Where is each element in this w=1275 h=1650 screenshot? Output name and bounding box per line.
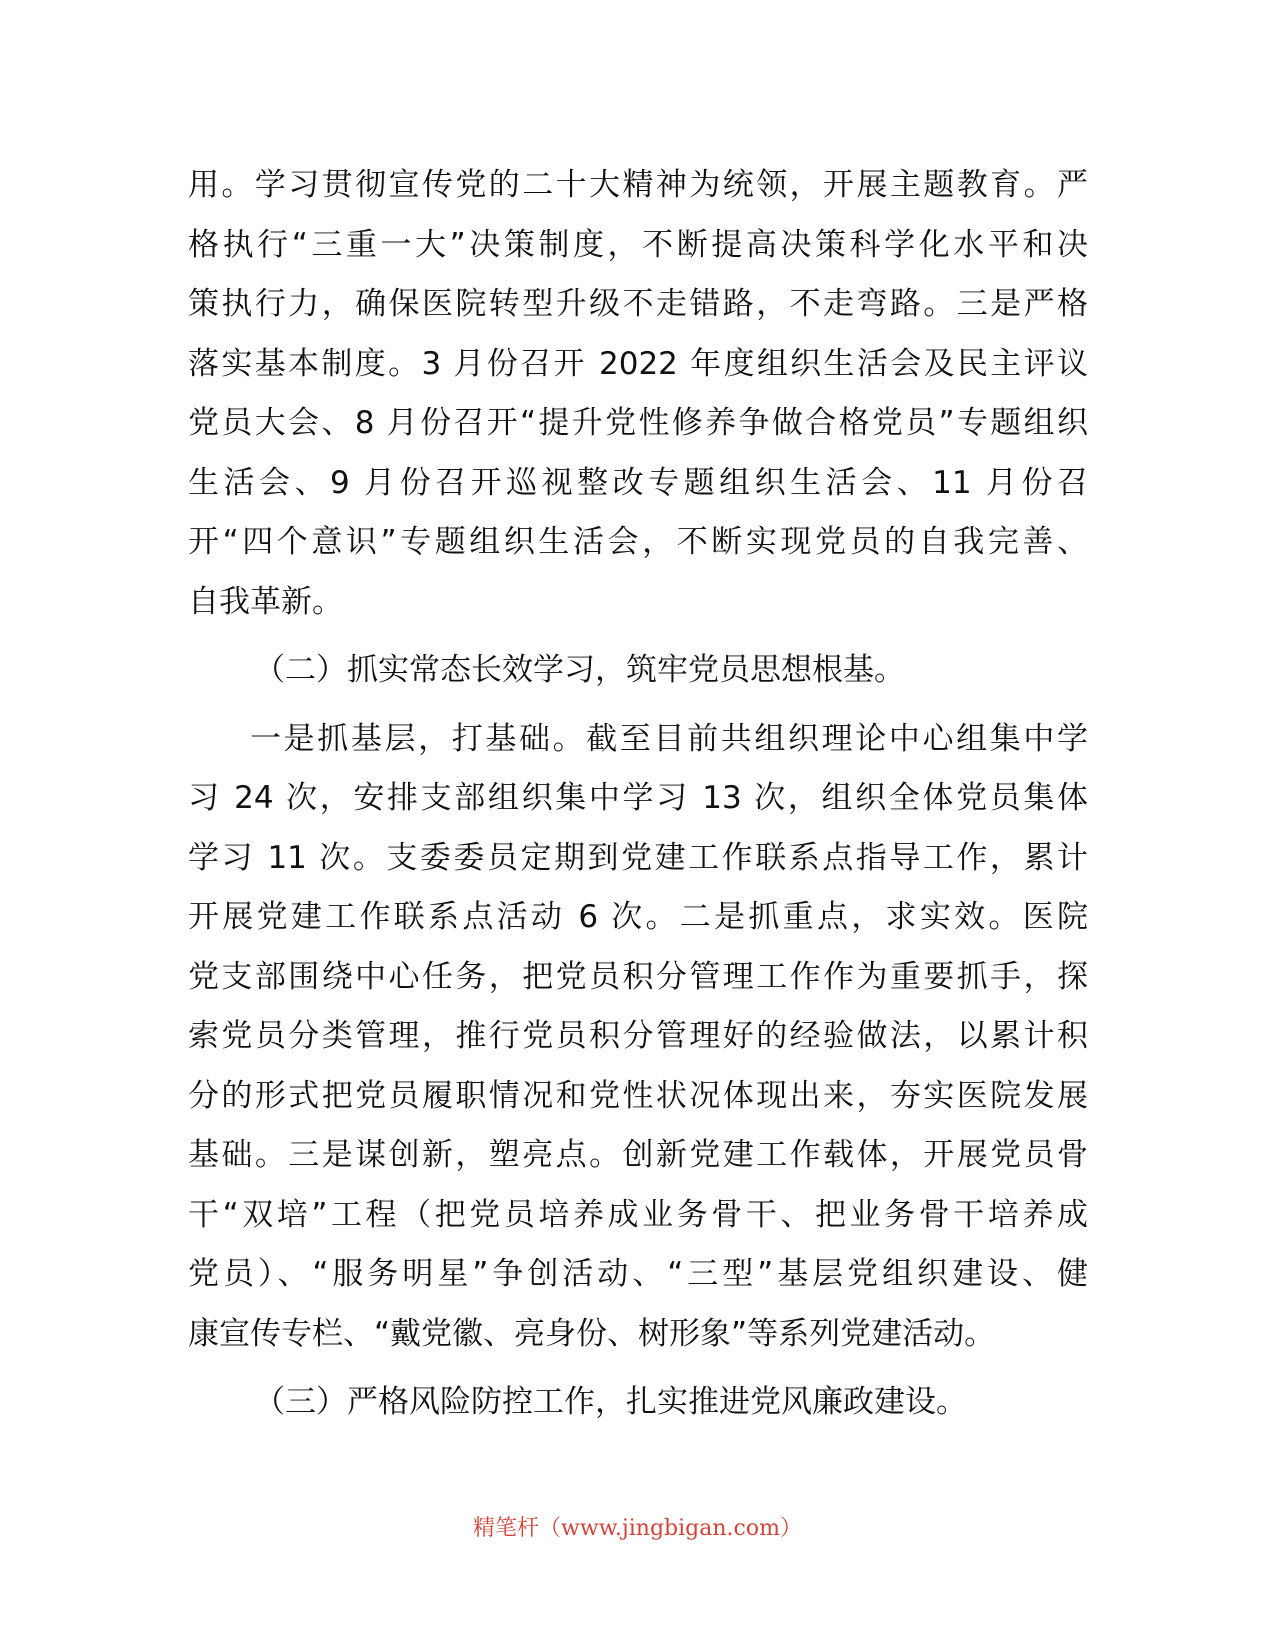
text-line: 开展党建工作联系点活动 6 次。二是抓重点，求实效。医院 <box>188 899 1088 935</box>
text-line: 落实基本制度。3 月份召开 2022 年度组织生活会及民主评议 <box>188 345 1088 382</box>
text-line: 党员）、“服务明星”争创活动、“三型”基层党组织建设、健 <box>188 1256 1088 1292</box>
text-line: 学习 11 次。支委委员定期到党建工作联系点指导工作，累计 <box>188 839 1088 876</box>
text-line: 党员大会、8 月份召开“提升党性修养争做合格党员”专题组织 <box>188 405 1088 441</box>
section-heading-3: （三）严格风险防控工作，扎实推进党风廉政建设。 <box>254 1384 967 1420</box>
document-body <box>188 156 1088 1433</box>
text-line: 开“四个意识”专题组织生活会，不断实现党员的自我完善、 <box>188 524 1088 560</box>
text-line: 自我革新。 <box>188 583 343 620</box>
text-line: 策执行力，确保医院转型升级不走错路，不走弯路。三是严格 <box>188 286 1088 322</box>
paragraph-2 <box>188 710 1088 1365</box>
footer-watermark: 精笔杆（www.jingbigan.com） <box>473 1516 802 1541</box>
text-line: 基础。三是谋创新，塑亮点。创新党建工作载体，开展党员骨 <box>188 1137 1088 1173</box>
text-line: 生活会、9 月份召开巡视整改专题组织生活会、11 月份召 <box>188 464 1088 501</box>
paragraph-1 <box>188 156 1088 632</box>
text-line: 党支部围绕中心任务，把党员积分管理工作作为重要抓手，探 <box>188 958 1088 995</box>
text-line: 干“双培”工程（把党员培养成业务骨干、把业务骨干培养成 <box>188 1196 1088 1233</box>
section-heading-2: （二）抓实常态长效学习，筑牢党员思想根基。 <box>254 652 905 688</box>
text-line: 康宣传专栏、“戴党徽、亮身份、树形象”等系列党建活动。 <box>188 1315 996 1352</box>
text-line: 一是抓基层，打基础。截至目前共组织理论中心组集中学 <box>250 720 1088 757</box>
text-line: 分的形式把党员履职情况和党性状况体现出来，夯实医院发展 <box>188 1077 1088 1114</box>
text-line: 习 24 次，安排支部组织集中学习 13 次，组织全体党员集体 <box>188 780 1088 816</box>
text-line: 索党员分类管理，推行党员积分管理好的经验做法，以累计积 <box>188 1018 1088 1054</box>
text-line: 格执行“三重一大”决策制度，不断提高决策科学化水平和决 <box>188 226 1088 263</box>
text-line: 用。学习贯彻宣传党的二十大精神为统领，开展主题教育。严 <box>188 167 1088 203</box>
